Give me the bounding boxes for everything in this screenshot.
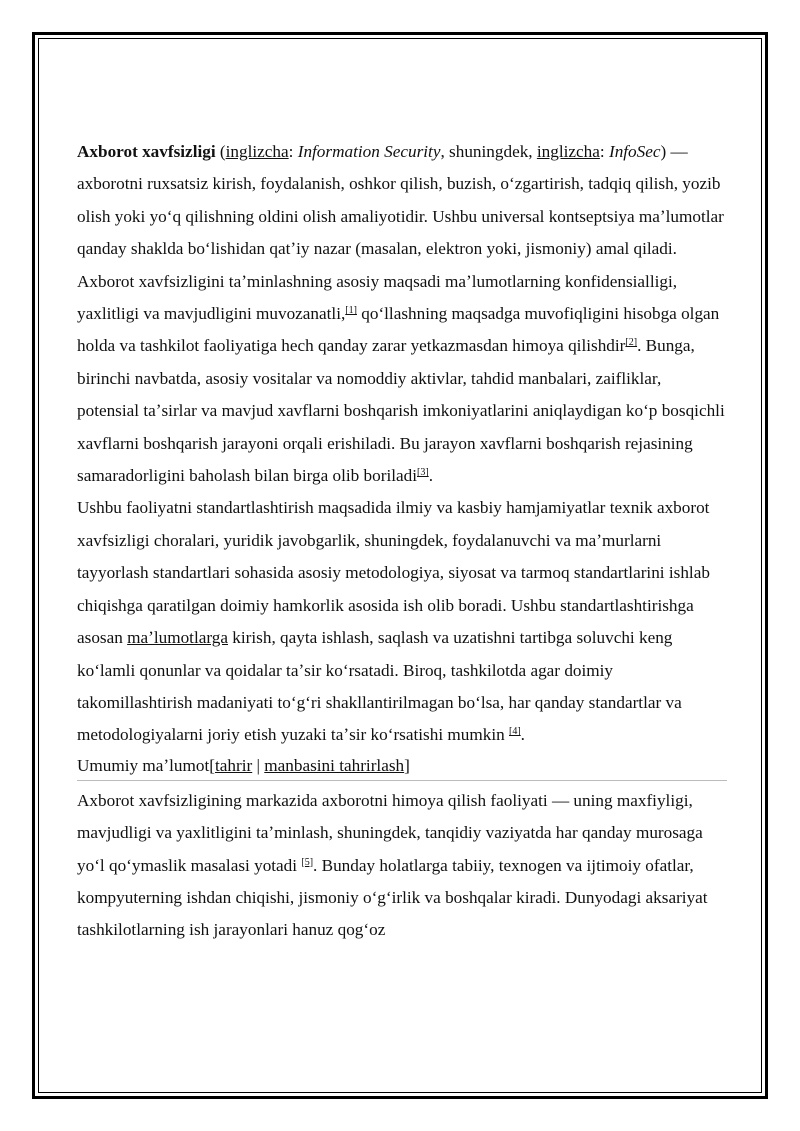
edit-link[interactable]: tahrir [214, 755, 253, 775]
standardization-paragraph: Ushbu faoliyatni standartlashtirish maqsadida ilmiy va kasbiy hamjamiyatlar texnik axborot xavfsizligi choralari, yuridik javobgarlik, shuningdek, foydalanuvchi va maʼmurlarni tayyorlash standartlari sohasida asosiy metodologiya, siyosat va tarmoq standartlarini ishlab chiqishga qaratilgan doimiy hamkorlik asosida ish olib boradi. Ushbu standartlashtirishga asosan maʼlumotlarga kirish, qayta ishlash, saqlash va uzatishni tartibga soluvchi keng koʻlamli qonunlar va qoidalar taʼsir koʻrsatadi. Biroq, tashkilotda agar doimiy takomillashtirish madaniyati toʻgʻri shakllantirilmagan boʻlsa, har qanday standartlar va metodologiyalarni joriy etish yuzaki taʼsir koʻrsatishi mumkin [4]. [77, 498, 710, 745]
overview-paragraph: Axborot xavfsizligining markazida axborotni himoya qilish faoliyati — uning maxfiyligi, mavjudligi va yaxlitligini taʼminlash, shuningdek, tanqidiy vaziyatda har qanday murosaga yoʻl qoʻymaslik masalasi yotadi [5]. Bunday holatlarga tabiiy, texnogen va ijtimoiy ofatlar, kompyuterning ishdan chiqishi, jismoniy oʻgʻirlik va boshqalar kiradi. Dunyodagi aksariyat tashkilotlarning ish jarayonlari hanuz qogʻoz [77, 790, 708, 940]
reference-4[interactable]: [4] [509, 726, 521, 738]
section-heading: Umumiy maʼlumot[tahrir | manbasini tahrirlash] [77, 752, 727, 781]
lang-link-english[interactable]: inglizcha [225, 142, 289, 161]
edit-source-link[interactable]: manbasini tahrirlash [264, 755, 405, 775]
reference-3[interactable]: [3] [417, 467, 429, 479]
english-term: Information Security [297, 142, 441, 161]
reference-2[interactable]: [2] [625, 337, 638, 349]
intro-paragraph: Axborot xavfsizligi (inglizcha: Information Security, shuningdek, inglizcha: InfoSec) — axborotni ruxsatsiz kirish, foydalanish, oshkor qilish, buzish, oʻzgartirish, tadqiq qilish, yozib olish yoki yoʻq qilishning oldini olish amaliyotidir. Ushbu universal kontseptsiya maʼlumotlar qanday shaklda boʻlishidan qatʼiy nazar (masalan, elektron yoki, jismoniy) amal qiladi. Axborot xavfsizligini taʼminlashning asosiy maqsadi maʼlumotlarning konfidensialligi, yaxlitligi va mavjudligini muvozanatli,[1] qoʻllashning maqsadga muvofiqligini hisobga olgan holda va tashkilot faoliyatiga hech qanday zarar yetkazmasdan himoya qilishdir[2]. Bunga, birinchi navbatda, asosiy vositalar va nomoddiy aktivlar, tahdid manbalari, zaifliklar, potensial taʼsirlar va mavjud xavflarni boshqarish imkoniyatlarini aniqlaydigan koʻp bosqichli xavflarni boshqarish jarayoni orqali erishiladi. Bu jarayon xavflarni boshqarish rejasining samaradorligini baholash bilan birga olib boriladi[3]. [77, 142, 725, 486]
english-abbrev: InfoSec [608, 142, 661, 161]
reference-1[interactable]: [1] [345, 305, 357, 317]
data-link[interactable]: maʼlumotlarga [127, 628, 228, 648]
document-body [77, 136, 727, 947]
article-title: Axborot xavfsizligi [77, 142, 216, 161]
lang-link-english-2[interactable]: inglizcha [536, 142, 600, 161]
reference-5[interactable]: [5] [301, 856, 314, 868]
section-title: Umumiy maʼlumot [77, 755, 210, 775]
